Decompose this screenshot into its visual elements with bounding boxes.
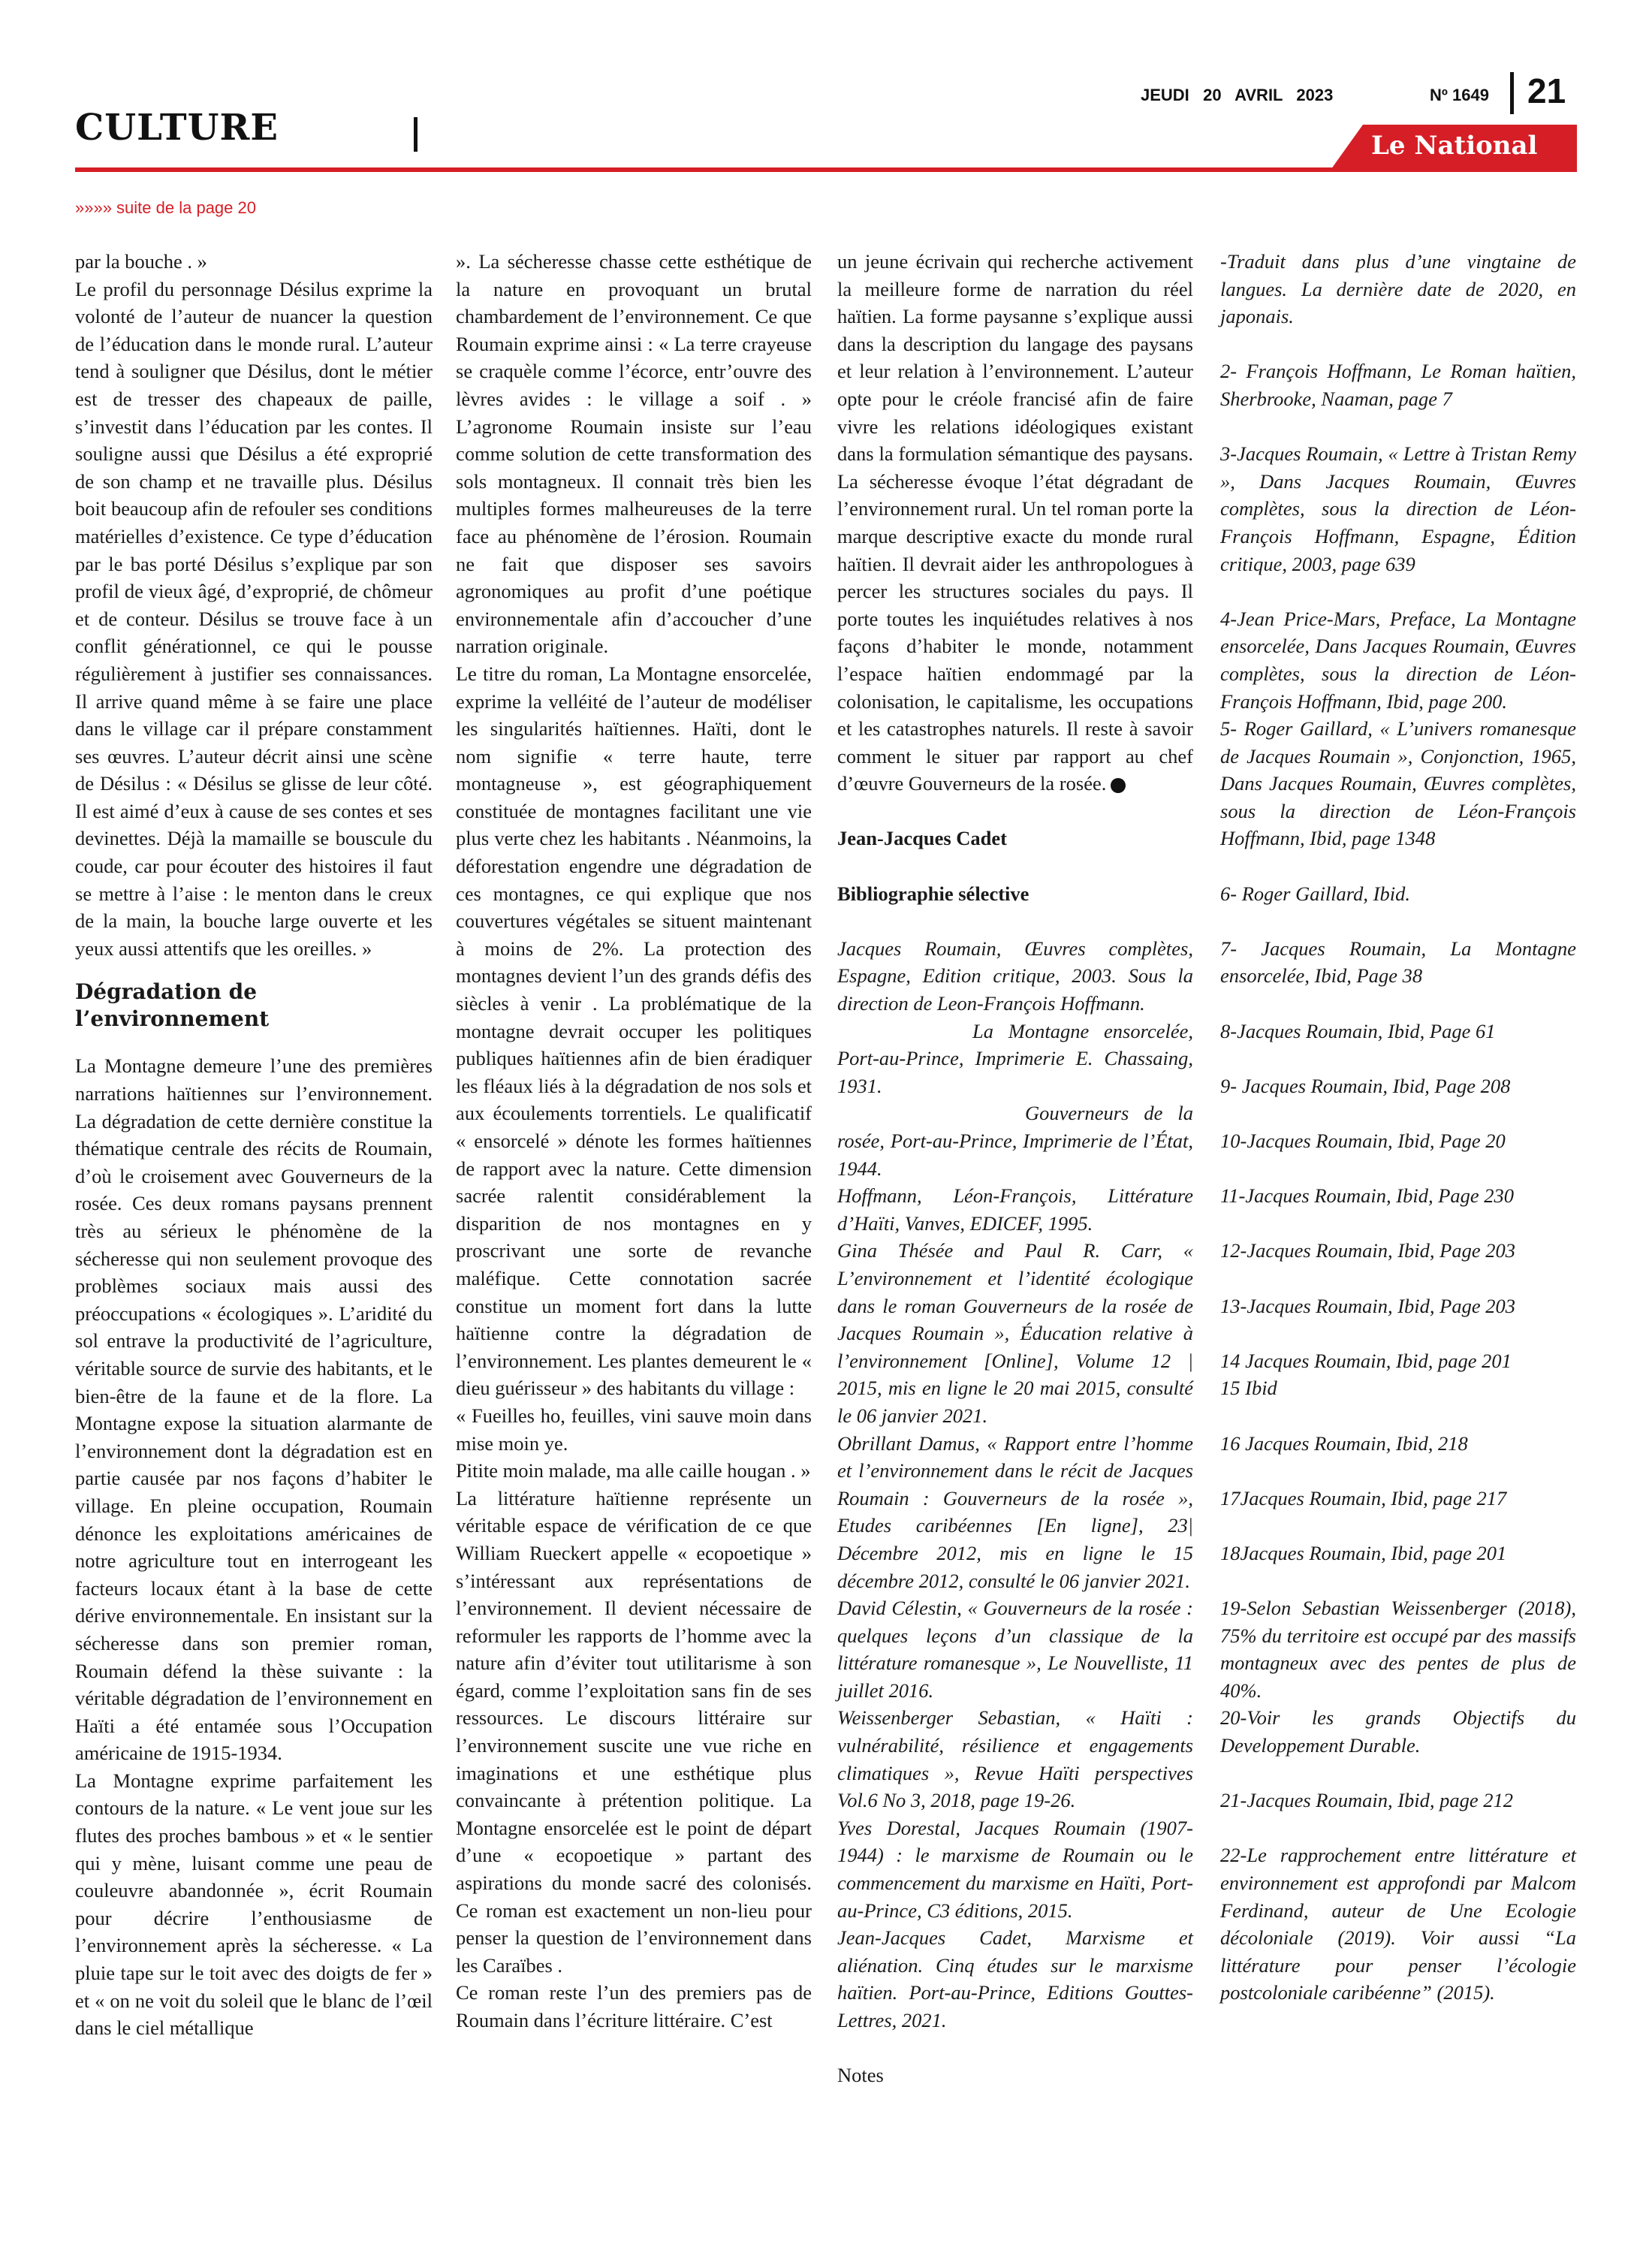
note: 3-Jacques Roumain, « Lettre à Tristan Remy », Dans Jacques Roumain, Œuvres complètes, sous la direction de Léon-François Hoffmann, Espagne, Édition critique, 2003, page 639 [1220, 442, 1576, 575]
publication-name: Le National [1371, 131, 1538, 161]
section-title: CULTURE [75, 107, 279, 149]
subheading: Dégradation de l’environnement [75, 979, 270, 1032]
bibliography-title: Bibliographie sélective [837, 882, 1029, 905]
paragraph: ». La sécheresse chasse cette esthétique de la nature en provoquant un brutal chambardement de l’environnement. Ce que Roumain exprime ainsi : « La terre crayeuse se craquèle comme l’écorce, entr’ouvre des lèvres avides : le village a soif . » L’agronome Roumain insiste sur l’eau comme solution de cette transformation des sols montagneux. Il connait très bien les multiples formes malheureuses de la terre face au phénomène de l’érosion. Roumain ne fait que disposer ses savoirs agronomiques au profit d’une poétique environnementale afin d’accoucher d’une narration originale. [456, 250, 812, 658]
note: 16 Jacques Roumain, Ibid, 218 [1220, 1431, 1468, 1455]
continued-from-link[interactable]: »»»» suite de la page 20 [75, 198, 256, 217]
paragraph: La Montagne demeure l’une des premières narrations haïtiennes sur l’environnement. La dégradation de cette dernière constitue la thématique centrale des récits de Roumain, d’où le croisement avec Gouverneurs de la rosée. Ces deux romans paysans prennent très au sérieux le phénomène de la sécheresse qui non seulement provoque des problèmes sociaux mais aussi des préoccupations « écologiques ». L’aridité du sol entrave la productivité de l’agriculture, véritable source de survie des habitants, et le bien-être de la faune et de la flore. La Montagne expose la situation alarmante de l’environnement dont la dégradation est en partie causée par nos façons d’habiter le village. En pleine occupation, Roumain dénonce les exploitations américaines de notre agriculture tout en interrogeant les facteurs locaux étant à la base de cette dérive environnementale. En insistant sur la sécheresse dans son premier roman, Roumain défend la thèse suivante : la véritable dégradation de l’environnement en Haïti a été entamée sous l’Occupation américaine de 1915-1934. [75, 1054, 433, 1765]
bibliography-entry: Hoffmann, Léon-François, Littérature d’Haïti, Vanves, EDICEF, 1995. [837, 1184, 1193, 1235]
article-column-3 [837, 248, 1193, 2089]
page-number: 21 [1527, 71, 1566, 110]
note: 13-Jacques Roumain, Ibid, Page 203 [1220, 1294, 1515, 1317]
section-divider [414, 117, 418, 152]
note: 4-Jean Price-Mars, Preface, La Montagne ensorcelée, Dans Jacques Roumain, Œuvres complètes, sous la direction de Léon-François Hoffmann, Ibid, page 200. [1220, 607, 1576, 713]
note: 20-Voir les grands Objectifs du Developpement Durable. [1220, 1706, 1576, 1757]
article-column-2 [456, 248, 812, 2034]
quote-line: « Fueilles ho, feuilles, vini sauve moin dans mise moin ye. [456, 1404, 812, 1455]
paragraph: La Montagne exprime parfaitement les contours de la nature. « Le vent joue sur les flutes des proches bambous » et « le sentier qui y mène, luisant comme une peau de couleuvre abandonnée », écrit Roumain pour décrire l’enthousiasme de l’environnement après la sécheresse. « La pluie tape sur le toit avec des doigts de fer » et « on ne voit du soleil que le blanc de l’œil dans le ciel métallique [75, 1769, 433, 2040]
bibliography-entry: La Montagne ensorcelée, Port-au-Prince, Imprimerie E. Chassaing, 1931. [837, 1019, 1193, 1097]
paragraph: Ce roman reste l’un des premiers pas de Roumain dans l’écriture littéraire. C’est [456, 1981, 812, 2031]
paragraph: un jeune écrivain qui recherche activement la meilleure forme de narration du réel haïtien. La forme paysanne s’explique aussi dans la description du langage des paysans et leur relation à l’environnement. L’auteur opte pour le créole francisé afin de faire vivre les relations idéologiques existant dans la formulation sémantique des paysans. La sécheresse évoque l’état dégradant de l’environnement rural. Un tel roman porte la marque descriptive exacte du monde rural haïtien. Il devrait aider les anthropologues à percer les structures sociales du pays. Il porte toutes les inquiétudes relatives à nos façons d’habiter le monde, notamment l’espace haïtien endommagé par la colonisation, le capitalisme, les occupations et les catastrophes naturels. Il reste à savoir comment le situer par rapport au chef d’œuvre Gouverneurs de la rosée. [837, 250, 1193, 795]
bibliography-entry: Gouverneurs de la rosée, Port-au-Prince, Imprimerie de l’État, 1944. [837, 1102, 1193, 1180]
bibliography-entry: David Célestin, « Gouverneurs de la rosée : quelques leçons d’un classique de la littérature romanesque », Le Nouvelliste, 11 juillet 2016. [837, 1597, 1193, 1702]
page-divider [1510, 72, 1514, 114]
note: 7- Jacques Roumain, La Montagne ensorcelée, Ibid, Page 38 [1220, 936, 1576, 988]
paragraph: par la bouche . » [75, 250, 207, 273]
note: 17Jacques Roumain, Ibid, page 217 [1220, 1486, 1507, 1510]
note: 6- Roger Gaillard, Ibid. [1220, 882, 1410, 905]
paragraph: La littérature haïtienne représente un véritable espace de vérification de ce que William Rueckert appelle « ecopoetique » s’intéressant aux représentations de l’environnement. Il devient nécessaire de reformuler les rapports de l’homme avec la nature afin d’éviter tout utilitarisme à son égard, comme l’exploitation sans fin de ses ressources. Le discours littéraire sur l’environnement suscite une vue riche en imaginations et une esthétique plus convaincante à prétention politique. La Montagne ensorcelée est le point de départ d’une « ecopoetique » partant des aspirations du monde sacré des colonisés. Ce roman est exactement un non-lieu pour penser la question de l’environnement dans les Caraïbes . [456, 1486, 812, 1977]
notes-title: Notes [837, 2064, 884, 2087]
bibliography-entry: Weissenberger Sebastian, « Haïti : vulnérabilité, résilience et engagements climatiques », Revue Haïti perspectives Vol.6 No 3, 2018, page 19-26. [837, 1706, 1193, 1812]
note: 18Jacques Roumain, Ibid, page 201 [1220, 1541, 1507, 1564]
bibliography-entry: Obrillant Damus, « Rapport entre l’homme et l’environnement dans le récit de Jacques Roumain : Gouverneurs de la rosée », Etudes caribéennes [En ligne], 23| Décembre 2012, mis en ligne le 15 décembre 2012, consulté le 06 janvier 2021. [837, 1431, 1193, 1592]
note: 22-Le rapprochement entre littérature et environnement est approfondi par Malcom Ferdinand, auteur de Une Ecologie décoloniale (2019). Voir aussi “La littérature pour penser l’écologie postcoloniale caribéenne” (2015). [1220, 1844, 1576, 2004]
paragraph: Le profil du personnage Désilus exprime la volonté de l’auteur de nuancer la question de l’éducation dans le monde rural. L’auteur tend à souligner que Désilus, dont le métier est de tresser des chapeaux de paille, s’investit dans l’éducation par les contes. Il souligne aussi que Désilus a été exproprié de son champ et ne travaille plus. Désilus boit beaucoup afin de refouler ses conditions matérielles d’existence. Ce type d’éducation par le bas porté Désilus s’explique par son profil de vieux âgé, d’exproprié, de chômeur et de conteur. Désilus se trouve face à un conflit générationnel, ce qui le pousse régulièrement à justifier ses connaissances. Il arrive quand même à se faire une place dans le village car il prépare constamment ses œuvres. L’auteur décrit ainsi une scène de Désilus : « Désilus se glisse de leur côté. Il est aimé d’eux à cause de ses contes et ses devinettes. Déjà la mamaille se bouscule du coude, car pour écouter des histoires il faut se mettre à l’aise : le menton dans le creux de la main, la bouche large ouverte et les yeux aussi attentifs que les oreilles. » [75, 277, 433, 960]
notes-column [1220, 248, 1576, 2007]
end-mark-icon [1111, 778, 1126, 793]
note: 8-Jacques Roumain, Ibid, Page 61 [1220, 1019, 1496, 1042]
note: 9- Jacques Roumain, Ibid, Page 208 [1220, 1074, 1511, 1097]
note: 21-Jacques Roumain, Ibid, page 212 [1220, 1789, 1514, 1812]
issue-date: JEUDI 20 AVRIL 2023 [1141, 86, 1334, 104]
author-name: Jean-Jacques Cadet [837, 827, 1007, 850]
bibliography-entry: Yves Dorestal, Jacques Roumain (1907-1944) : le marxisme de Roumain ou le commencement du marxisme en Haïti, Port-au-Prince, C3 éditions, 2015. [837, 1816, 1193, 1922]
note: 10-Jacques Roumain, Ibid, Page 20 [1220, 1130, 1506, 1152]
note: 5- Roger Gaillard, « L’univers romanesque de Jacques Roumain », Conjonction, 1965, Dans Jacques Roumain, Œuvres complètes, sous la direction de Léon-François Hoffmann, Ibid, page 1348 [1220, 717, 1576, 850]
note: 15 Ibid [1220, 1377, 1277, 1400]
note: -Traduit dans plus d’une vingtaine de langues. La dernière date de 2020, en japonais. [1220, 250, 1576, 328]
bibliography-entry: Jean-Jacques Cadet, Marxisme et aliénation. Cinq études sur le marxisme haïtien. Port-au-Prince, Editions Gouttes-Lettres, 2021. [837, 1926, 1193, 2031]
bibliography-entry: Gina Thésée and Paul R. Carr, « L’environnement et l’identité écologique dans le roman Gouverneurs de la rosée de Jacques Roumain », Éducation relative à l’environnement [Online], Volume 12 | 2015, mis en ligne le 20 mai 2015, consulté le 06 janvier 2021. [837, 1239, 1193, 1427]
note: 19-Selon Sebastian Weissenberger (2018), 75% du territoire est occupé par des massifs montagneux avec des pentes de plus de 40%. [1220, 1597, 1576, 1702]
paragraph: Le titre du roman, La Montagne ensorcelée, exprime la velléité de l’auteur de modéliser les singularités haïtiennes. Haïti, dont le nom signifie « terre haute, terre montagneuse », est géographiquement constituée de montagnes facilitant une vie plus verte chez les habitants . Néanmoins, la déforestation engendre une dégradation de ces montagnes, ce qui explique que nos couvertures végétales se situent maintenant à moins de 2%. La protection des montagnes devient l’un des grands défis des siècles à venir . La problématique de la montagne devrait occuper les politiques publiques haïtiennes afin de bien éradiquer les fléaux liés à la dégradation de nos sols et aux écoulements torrentiels. Le qualificatif « ensorcelé » dénote les formes haïtiennes de rapport avec la nature. Cette dimension sacrée ralentit considérablement la disparition de nos montagnes en y proscrivant une sorte de revanche maléfique. Cette connotation sacrée constitue un moment fort dans la lutte haïtienne contre la dégradation de l’environnement. Les plantes demeurent le « dieu guérisseur » des habitants du village : [456, 662, 812, 1400]
issue-number: Nº 1649 [1430, 86, 1489, 104]
bibliography-entry: Jacques Roumain, Œuvres complètes, Espagne, Edition critique, 2003. Sous la direction de Leon-François Hoffmann. [837, 936, 1193, 1015]
note: 12-Jacques Roumain, Ibid, Page 203 [1220, 1239, 1515, 1262]
quote-line: Pitite moin malade, ma alle caille hougan . » [456, 1459, 811, 1482]
note: 14 Jacques Roumain, Ibid, page 201 [1220, 1349, 1512, 1372]
article-column-1 [75, 248, 433, 2042]
note: 11-Jacques Roumain, Ibid, Page 230 [1220, 1184, 1515, 1208]
note: 2- François Hoffmann, Le Roman haïtien, Sherbrooke, Naaman, page 7 [1220, 360, 1576, 410]
